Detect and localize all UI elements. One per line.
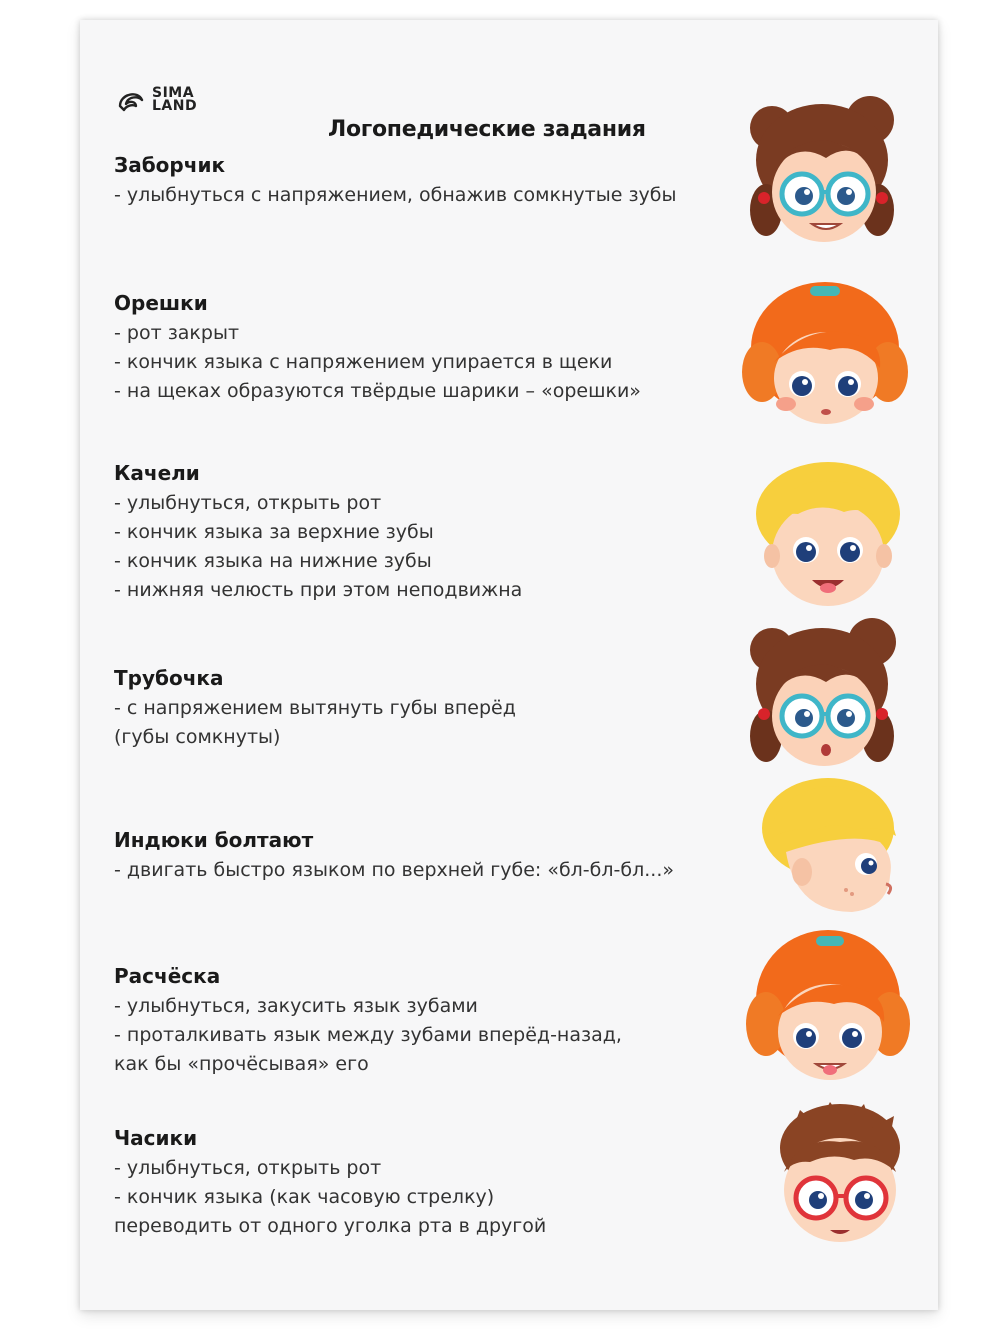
boy-brown-hair-red-glasses-icon (770, 1096, 912, 1246)
task-line: - нижняя челюсть при этом неподвижна (114, 579, 523, 601)
task-line: - улыбнуться с напряжением, обнажив сомкнутые зубы (114, 184, 677, 206)
girl-brown-hair-glasses-smile-icon (736, 80, 908, 250)
task-zaborchik (114, 153, 734, 210)
task-line: как бы «прочёсывая» его (114, 1053, 369, 1075)
task-chasiki (114, 1126, 734, 1241)
task-title: Качели (114, 461, 200, 485)
task-line: - улыбнуться, открыть рот (114, 1157, 382, 1179)
task-line: - улыбнуться, закусить язык зубами (114, 995, 478, 1017)
task-raschyoska (114, 964, 734, 1079)
task-line: - проталкивать язык между зубами вперёд-назад, (114, 1024, 622, 1046)
task-kacheli (114, 461, 734, 605)
task-title: Трубочка (114, 666, 224, 690)
logo-text-line1: SIMA (152, 85, 195, 101)
boy-blond-hair-profile-icon (756, 772, 908, 922)
task-line: - кончик языка с напряжением упирается в щеки (114, 351, 613, 373)
task-title: Часики (114, 1126, 198, 1150)
page-title: Логопедические задания (328, 117, 646, 142)
task-line: - кончик языка (как часовую стрелку) (114, 1186, 495, 1208)
task-title: Расчёска (114, 964, 221, 988)
task-title: Заборчик (114, 153, 226, 177)
task-title: Индюки болтают (114, 828, 314, 852)
task-trubochka (114, 666, 734, 752)
task-line: - с напряжением вытянуть губы вперёд (114, 697, 516, 719)
task-indyuki-boltayut (114, 828, 734, 885)
task-line: - улыбнуться, открыть рот (114, 492, 382, 514)
worksheet-page (80, 20, 938, 1310)
task-line: - двигать быстро языком по верхней губе: «бл-бл-бл...» (114, 859, 674, 881)
task-line: - на щеках образуются твёрдые шарики – «орешки» (114, 380, 641, 402)
task-oreshki (114, 291, 734, 406)
sima-land-logo-icon (116, 84, 148, 116)
task-line: переводить от одного уголка рта в другой (114, 1215, 547, 1237)
girl-red-hair-cheeks-puffed-icon (740, 272, 910, 432)
logo-text-line2: LAND (152, 98, 198, 114)
girl-brown-hair-glasses-pout-icon (736, 610, 908, 778)
task-line: - рот закрыт (114, 322, 240, 344)
task-line: - кончик языка за верхние зубы (114, 521, 434, 543)
task-line: (губы сомкнуты) (114, 726, 281, 748)
task-line: - кончик языка на нижние зубы (114, 550, 432, 572)
task-title: Орешки (114, 291, 208, 315)
sima-land-logo (116, 84, 197, 116)
girl-red-hair-tongue-icon (744, 920, 912, 1090)
boy-blond-hair-tongue-icon (748, 456, 908, 612)
